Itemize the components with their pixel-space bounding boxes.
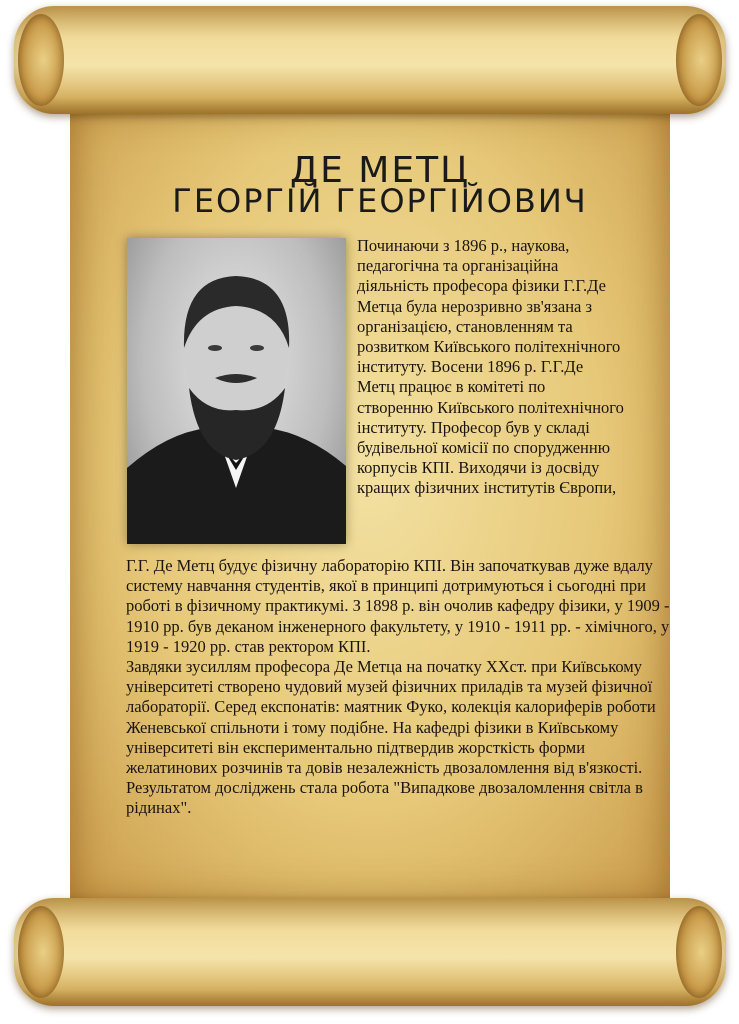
portrait-photo	[127, 238, 346, 544]
scroll-roll-end	[676, 906, 722, 998]
biography-side-text: Починаючи з 1896 р., наукова, педагогічна та організаційна діяльність професора фізики Г.Г.Де Метца була нерозривно зв'язана з організацією, становленням та розвитком Київського політехнічного інституту. Восени 1896 р. Г.Г.Де Метц працює в комітеті по створенню Київського політехнічного інституту. Професор був у складі будівельної комісії по спорудженню корпусів КПІ. Виходячи із досвіду кращих фізичних інститутів Європи,	[357, 236, 624, 498]
page-title-name: ГЕОРГІЙ ГЕОРГІЙОВИЧ	[172, 182, 588, 220]
scroll-bottom-roll	[14, 898, 726, 1006]
page-title-surname: ДЕ МЕТЦ	[289, 150, 471, 191]
scroll-top-roll	[14, 6, 726, 114]
scroll-roll-end	[676, 14, 722, 106]
portrait-figure	[127, 238, 346, 544]
scroll-roll-end	[18, 906, 64, 998]
scroll-roll-end	[18, 14, 64, 106]
biography-main-text: Г.Г. Де Метц будує фізичну лабораторію КПІ. Він започаткував дуже вдалу систему навчання студентів, якої в принципі дотримуються і сьогодні при роботі в фізичному практикумі. З 1898 р. він очолив кафедру фізики, у 1909 - 1910 рр. був деканом інженерного факультету, у 1910 - 1911 рр. - хімічного, у 1919 - 1920 рр. став ректором КПІ. Завдяки зусиллям професора Де Метца на початку ХХст. при Київському університеті створено чудовий музей фізичних приладів та музей фізичної лабораторії. Серед експонатів: маятник Фуко, колекція калориферів роботи Женевської спільноти і тому подібне. На кафедрі фізики в Київському університеті він експериментально підтвердив жорсткість форми желатинових розчинів та довів незалежність двозаломлення від в'язкості. Результатом досліджень стала робота "Випадкове двозаломлення світла в рідинах".	[126, 556, 670, 818]
